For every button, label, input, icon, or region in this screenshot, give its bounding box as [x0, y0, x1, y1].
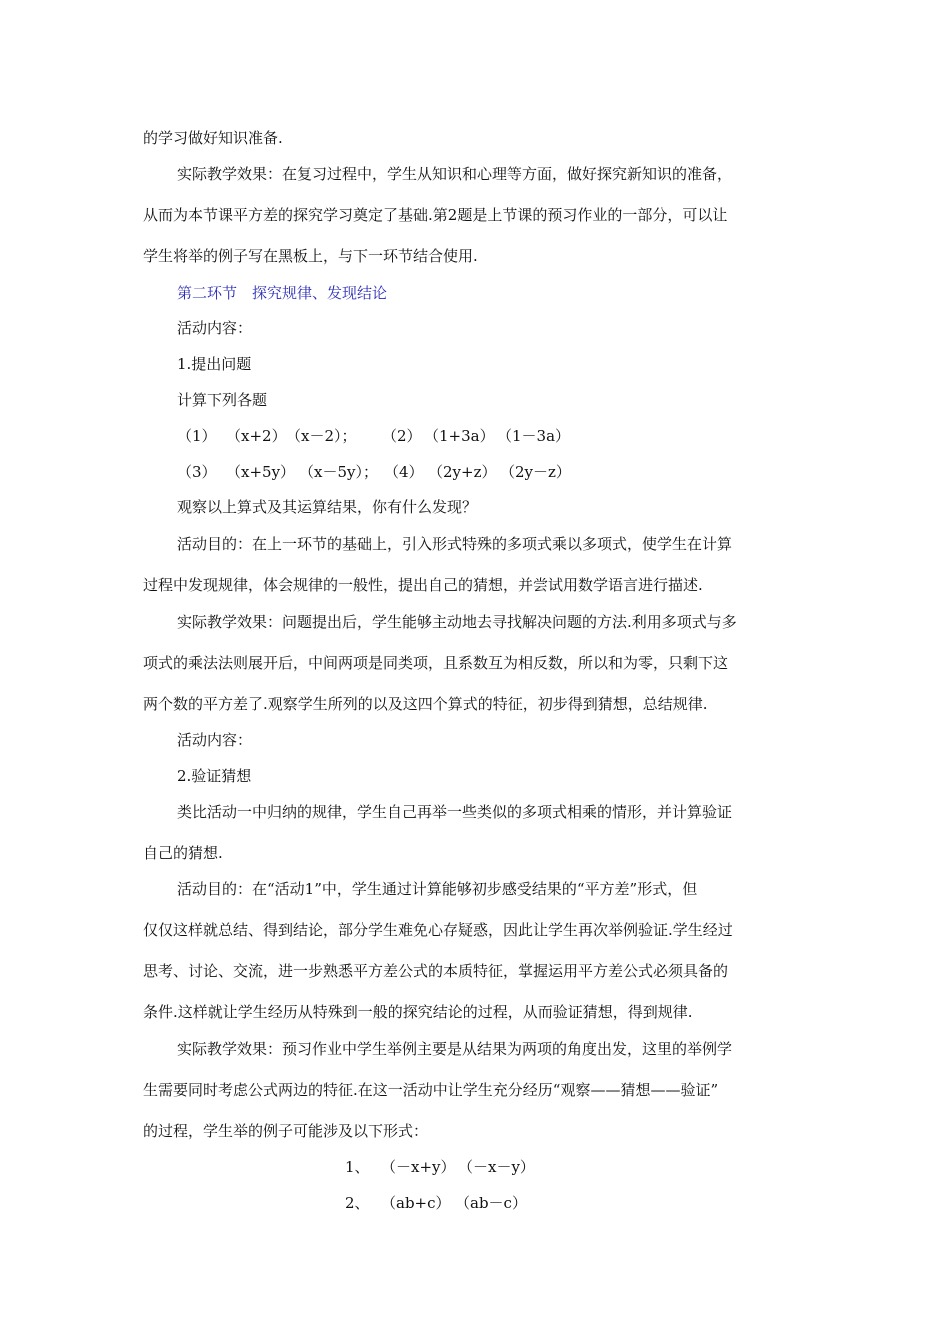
paragraph-line: 学生将举的例子写在黑板上，与下一环节结合使用.	[143, 247, 478, 265]
paragraph-line: 两个数的平方差了.观察学生所列的以及这四个算式的特征，初步得到猜想，总结规律.	[143, 695, 708, 713]
paragraph-line: 的过程，学生举的例子可能涉及以下形式：	[143, 1122, 429, 1140]
example-term: （ab－c）	[455, 1194, 527, 1212]
paragraph-line: 思考、讨论、交流，进一步熟悉平方差公式的本质特征，掌握运用平方差公式必须具备的	[143, 962, 729, 980]
activity-label: 活动内容：	[177, 731, 253, 749]
equation-number: （3）	[177, 463, 217, 481]
equation-term: （x－2）；	[286, 427, 357, 445]
example-term: （－x+y）	[381, 1158, 456, 1176]
paragraph-line: 项式的乘法法则展开后，中间两项是同类项，且系数互为相反数，所以和为零，只剩下这	[143, 654, 729, 672]
compute-intro: 计算下列各题	[177, 391, 268, 409]
step-title: 2.验证猜想	[177, 767, 252, 785]
equation-term: （x－5y）；	[299, 463, 378, 481]
paragraph-line: 从而为本节课平方差的探究学习奠定了基础.第2题是上节课的预习作业的一部分，可以让	[143, 206, 728, 224]
example-number: 2、	[345, 1194, 370, 1212]
paragraph-line: 仅仅这样就总结、得到结论，部分学生难免心存疑惑，因此让学生再次举例验证.学生经过	[143, 921, 733, 939]
section-heading: 第二环节 探究规律、发现结论	[177, 284, 388, 302]
equation-term: （1+3a）	[424, 427, 495, 445]
activity-label: 活动内容：	[177, 319, 253, 337]
equation-number: （2）	[382, 427, 422, 445]
paragraph-line: 生需要同时考虑公式两边的特征.在这一活动中让学生充分经历“观察——猜想——验证”	[143, 1081, 719, 1099]
paragraph-line: 类比活动一中归纳的规律，学生自己再举一些类似的多项式相乘的情形，并计算验证	[177, 803, 733, 821]
paragraph-line: 实际教学效果：问题提出后，学生能够主动地去寻找解决问题的方法.利用多项式与多	[177, 613, 737, 631]
paragraph-line: 观察以上算式及其运算结果，你有什么发现？	[177, 498, 478, 516]
equation-term: （2y+z）	[428, 463, 497, 481]
paragraph-line: 过程中发现规律，体会规律的一般性，提出自己的猜想，并尝试用数学语言进行描述.	[143, 576, 703, 594]
paragraph-line: 实际教学效果：在复习过程中，学生从知识和心理等方面，做好探究新知识的准备，	[177, 165, 733, 183]
paragraph-line: 实际教学效果：预习作业中学生举例主要是从结果为两项的角度出发，这里的举例学	[177, 1040, 733, 1058]
equation-term: （1－3a）	[497, 427, 571, 445]
paragraph-line: 条件.这样就让学生经历从特殊到一般的探究结论的过程，从而验证猜想，得到规律.	[143, 1003, 693, 1021]
step-title: 1.提出问题	[177, 355, 252, 373]
paragraph-line: 活动目的：在上一环节的基础上，引入形式特殊的多项式乘以多项式，使学生在计算	[177, 535, 733, 553]
example-number: 1、	[345, 1158, 370, 1176]
equation-term: （2y－z）	[500, 463, 571, 481]
example-term: （ab+c）	[381, 1194, 451, 1212]
equation-term: （x+5y）	[226, 463, 296, 481]
equation-term: （x+2）	[226, 427, 287, 445]
example-term: （－x－y）	[458, 1158, 535, 1176]
paragraph-line: 活动目的：在“活动1”中，学生通过计算能够初步感受结果的“平方差”形式，但	[177, 880, 698, 898]
paragraph-line: 自己的猜想.	[143, 844, 223, 862]
paragraph-line: 的学习做好知识准备.	[143, 129, 283, 147]
equation-number: （1）	[177, 427, 217, 445]
equation-number: （4）	[384, 463, 424, 481]
